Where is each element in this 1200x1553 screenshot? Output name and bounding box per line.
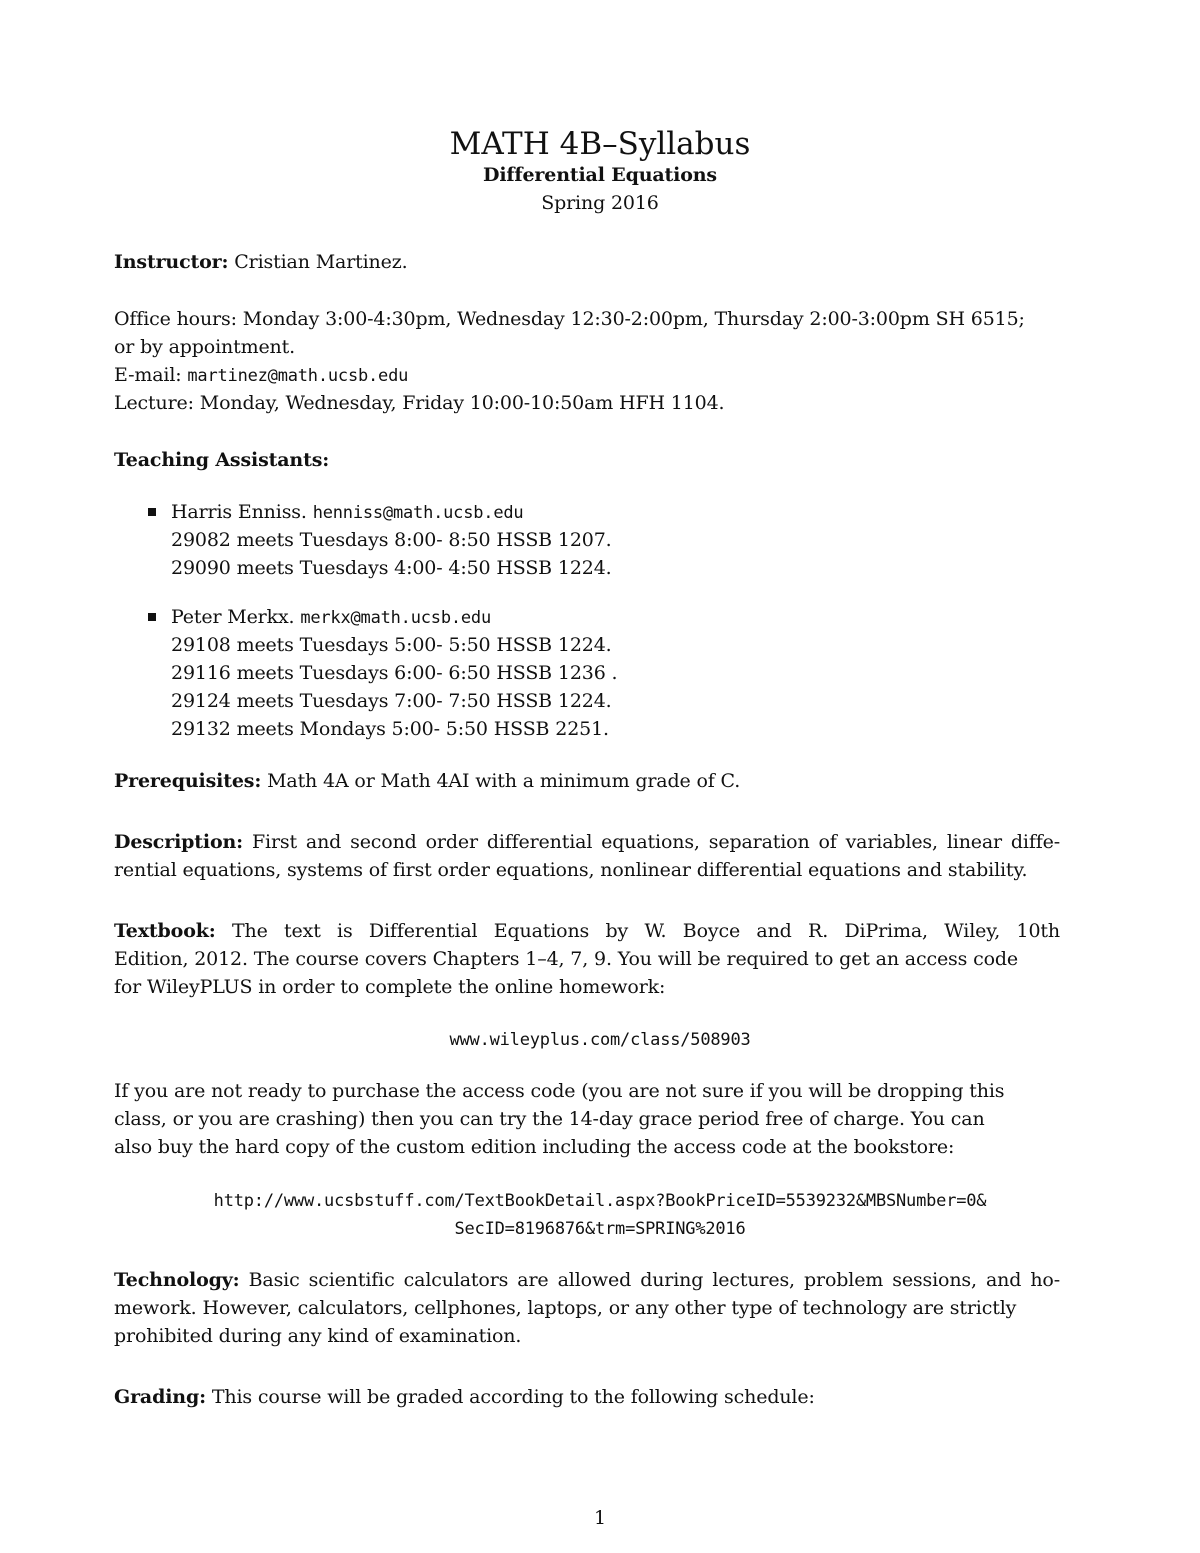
bookstore-url-line1 [0,1189,1200,1212]
technology-line1 [114,1269,1060,1291]
office-hours-line2: or by appointment. [114,336,296,358]
ta-section: 29132 meets Mondays 5:00- 5:50 HSSB 2251. [171,718,609,740]
textbook-text: The text is Differential Equations by W. Boyce and R. DiPrima, Wiley, 10th [231,920,1060,942]
ta-section: 29116 meets Tuesdays 6:00- 6:50 HSSB 1236 . [171,662,618,684]
description-label: Description: [114,831,244,853]
technology-label: Technology: [114,1269,240,1291]
textbook-line3: for WileyPLUS in order to complete the online homework: [114,976,666,998]
grading-text: This course will be graded according to the following schedule: [211,1386,815,1408]
wileyplus-link[interactable]: www.wileyplus.com/class/508903 [449,1030,751,1050]
email-label: E-mail: [114,364,182,386]
teaching-assistants-heading: Teaching Assistants: [114,449,330,471]
term: Spring 2016 [541,192,659,214]
page-number: 1 [594,1507,606,1529]
access-code-line3: also buy the hard copy of the custom edition including the access code at the bookstore: [114,1136,955,1158]
ta-section: 29108 meets Tuesdays 5:00- 5:50 HSSB 1224. [171,634,612,656]
ta-section: 29090 meets Tuesdays 4:00- 4:50 HSSB 1224. [171,557,612,579]
ta-section: 29124 meets Tuesdays 7:00- 7:50 HSSB 1224. [171,690,612,712]
access-code-line1: If you are not ready to purchase the access code (you are not sure if you will be dropping this [114,1080,1005,1102]
textbook-line1 [114,920,1060,942]
bookstore-link-continued[interactable]: SecID=8196876&trm=SPRING%2016 [454,1219,746,1239]
technology-line2: mework. However, calculators, cellphones, laptops, or any other type of technology are strictly [114,1297,1017,1319]
grading-label: Grading: [114,1386,206,1408]
lecture-line: Lecture: Monday, Wednesday, Friday 10:00-10:50am HFH 1104. [114,392,725,414]
instructor-label: Instructor: [114,251,229,273]
access-code-line2: class, or you are crashing) then you can try the 14-day grace period free of charge. You can [114,1108,985,1130]
textbook-label: Textbook: [114,920,216,942]
page-title: MATH 4B–Syllabus [449,126,751,162]
ta-name: Peter Merkx. [171,606,295,628]
ta-name-line [171,501,1060,524]
prerequisites-label: Prerequisites: [114,770,262,792]
ta-name: Harris Enniss. [171,501,307,523]
grading-line [114,1386,1060,1408]
prerequisites-text: Math 4A or Math 4AI with a minimum grade of C. [267,770,741,792]
instructor-name: Cristian Martinez. [234,251,408,273]
ta-name-line [171,606,1060,629]
bullet-icon [148,613,156,621]
bookstore-link[interactable]: http://www.ucsbstuff.com/TextBookDetail.aspx?BookPriceID=5539232&MBSNumber=0& [213,1191,987,1211]
ta-email-link[interactable]: merkx@math.ucsb.edu [300,608,491,628]
description-line2: rential equations, systems of first order equations, nonlinear differential equations and stability. [114,859,1028,881]
page-subtitle: Differential Equations [483,164,717,186]
instructor-email-link[interactable]: martinez@math.ucsb.edu [187,366,409,386]
email-line [114,364,1060,387]
technology-text: Basic scientific calculators are allowed during lectures, problem sessions, and ho- [248,1269,1060,1291]
office-hours-line1: Office hours: Monday 3:00-4:30pm, Wednesday 12:30-2:00pm, Thursday 2:00-3:00pm SH 6515; [114,308,1025,330]
bullet-icon [148,508,156,516]
ta-section: 29082 meets Tuesdays 8:00- 8:50 HSSB 1207. [171,529,612,551]
ta-email-link[interactable]: henniss@math.ucsb.edu [312,503,524,523]
description-text: First and second order differential equations, separation of variables, linear diffe- [251,831,1060,853]
instructor-line [114,251,1060,273]
technology-line3: prohibited during any kind of examination. [114,1325,522,1347]
prerequisites-line [114,770,1060,792]
description-line1 [114,831,1060,853]
wileyplus-url [0,1028,1200,1051]
textbook-line2: Edition, 2012. The course covers Chapters 1–4, 7, 9. You will be required to get an access code [114,948,1019,970]
bookstore-url-line2 [0,1217,1200,1240]
